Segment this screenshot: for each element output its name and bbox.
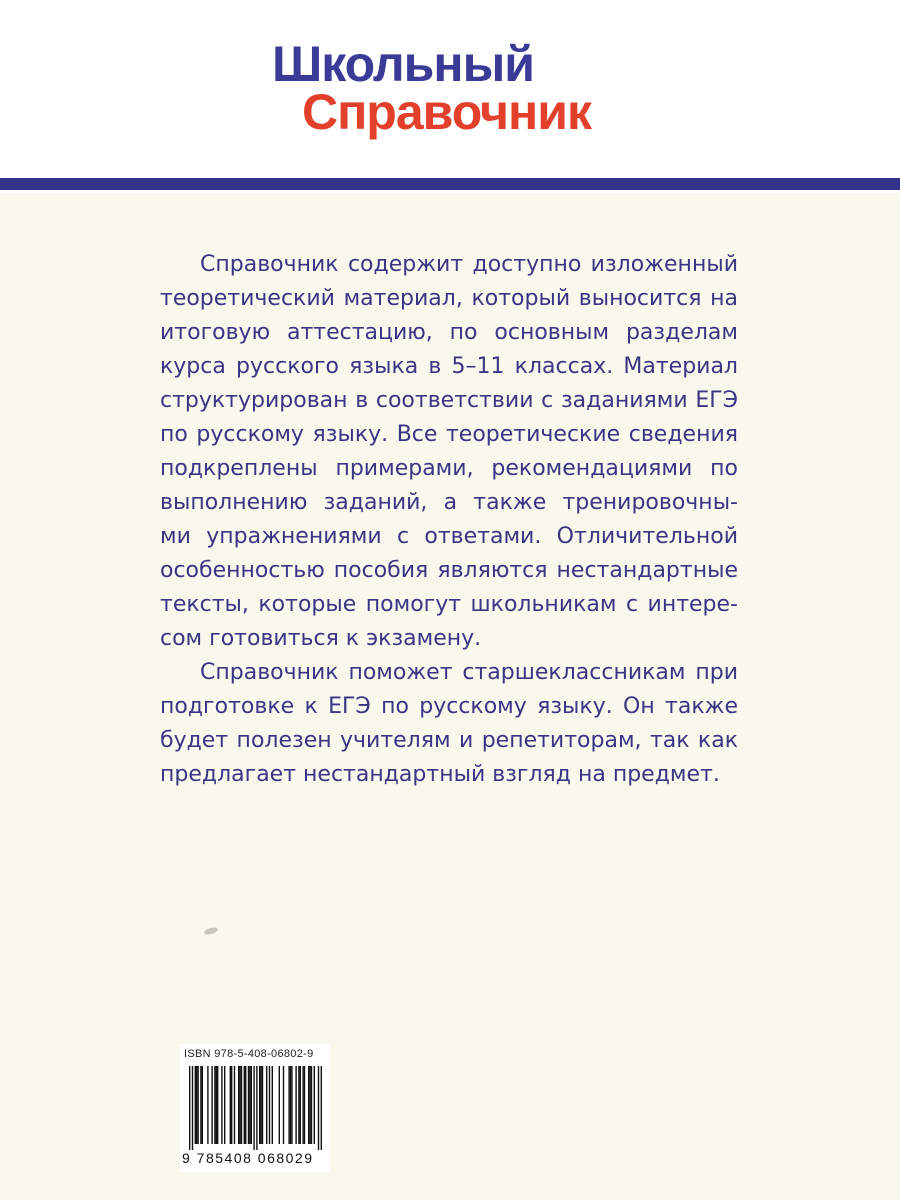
- text-line: сом готовиться к экзамену.: [160, 626, 482, 651]
- barcode-bar: [302, 1066, 303, 1144]
- barcode-bar: [221, 1066, 222, 1144]
- series-logo: [272, 36, 592, 140]
- barcode-bar: [266, 1066, 267, 1144]
- barcode-bar: [309, 1066, 310, 1144]
- barcode-bar: [216, 1066, 217, 1144]
- barcode-bar: [238, 1066, 239, 1144]
- barcode-bar: [318, 1066, 319, 1150]
- text-line: Справочник поможет старшеклассникам при: [200, 660, 738, 685]
- header: [0, 0, 900, 178]
- barcode-bar: [279, 1066, 280, 1144]
- barcode-bar: [211, 1066, 212, 1144]
- barcode-bar: [308, 1066, 309, 1144]
- barcode-bar: [311, 1066, 312, 1144]
- barcode-bar: [241, 1066, 242, 1144]
- barcode-bar: [269, 1066, 270, 1144]
- barcode-bar: [192, 1066, 193, 1150]
- barcode-bar: [262, 1066, 263, 1144]
- isbn-text: ISBN 978-5-408-06802-9: [184, 1048, 314, 1060]
- barcode-bar: [196, 1066, 197, 1144]
- barcode-bar: [217, 1066, 218, 1144]
- barcode-bar: [234, 1066, 235, 1144]
- text-line: выполнению заданий, а также тренировочны-: [160, 490, 738, 515]
- barcode-bar: [314, 1066, 315, 1144]
- barcode-bar: [202, 1066, 203, 1144]
- barcode-bar: [259, 1066, 260, 1144]
- barcode-bar: [231, 1066, 232, 1144]
- barcode-bar: [244, 1066, 245, 1144]
- text-line: итоговую аттестацию, по основным разделам: [160, 320, 738, 345]
- text-line: подготовке к ЕГЭ по русскому языку. Он также: [160, 694, 738, 719]
- text-line: тексты, которые помогут школьникам с интере-: [160, 592, 738, 617]
- text-line: предлагает нестандартный взгляд на предмет.: [160, 762, 720, 787]
- logo-line-2: Справочник: [302, 84, 592, 140]
- book-description: [160, 248, 738, 792]
- barcode-bar: [298, 1066, 299, 1144]
- text-line: особенностью пособия являются нестандартные: [160, 558, 738, 583]
- barcode-bar: [251, 1066, 252, 1144]
- barcode-bar: [239, 1066, 240, 1144]
- barcode-bar: [256, 1066, 257, 1150]
- barcode-bar: [214, 1066, 215, 1144]
- barcode-bar: [207, 1066, 208, 1144]
- barcode-label: [180, 1044, 330, 1172]
- text-line: будет полезен учителям и репетиторам, так как: [160, 728, 738, 753]
- text-line: курса русского языка в 5–11 классах. Материал: [160, 354, 738, 379]
- header-band: [0, 178, 900, 190]
- logo-line-1: Школьный: [272, 36, 535, 92]
- text-line: Справочник содержит доступно изложенный: [200, 252, 738, 277]
- barcode-bar: [200, 1066, 201, 1144]
- barcode-bar: [195, 1066, 196, 1144]
- barcode-bar: [288, 1066, 289, 1144]
- barcode-bar: [304, 1066, 305, 1144]
- barcode-bar: [291, 1066, 292, 1144]
- barcode-bar: [248, 1066, 249, 1144]
- barcode-bar: [295, 1066, 296, 1144]
- text-line: ми упражнениями с ответами. Отличительной: [160, 524, 738, 549]
- text-line: по русскому языку. Все теоретические сведения: [160, 422, 738, 447]
- text-line: подкреплены примерами, рекомендациями по: [160, 456, 738, 481]
- barcode-bar: [197, 1066, 198, 1144]
- barcode-bar: [290, 1066, 291, 1144]
- description-paragraph-1: [160, 248, 738, 656]
- barcode-bar: [253, 1066, 254, 1150]
- barcode-bar: [224, 1066, 225, 1144]
- barcode-bar: [249, 1066, 250, 1144]
- barcode-bar: [245, 1066, 246, 1144]
- barcode-digits: 9 785408 068029: [182, 1150, 314, 1166]
- barcode-bar: [260, 1066, 261, 1144]
- text-line: структурирован в соответствии с заданиями ЕГЭ: [160, 388, 738, 413]
- barcode-bar: [230, 1066, 231, 1144]
- barcode-bar: [283, 1066, 284, 1144]
- description-paragraph-2: [160, 656, 738, 792]
- barcode-bar: [321, 1066, 322, 1150]
- barcode-bar: [189, 1066, 190, 1150]
- barcode-bars: [186, 1066, 324, 1150]
- barcode-bar: [300, 1066, 301, 1144]
- barcode-bar: [272, 1066, 273, 1144]
- header-band-gap: [0, 190, 900, 193]
- text-line: теоретический материал, который выносится на: [160, 286, 738, 311]
- cover-smudge: [203, 926, 218, 935]
